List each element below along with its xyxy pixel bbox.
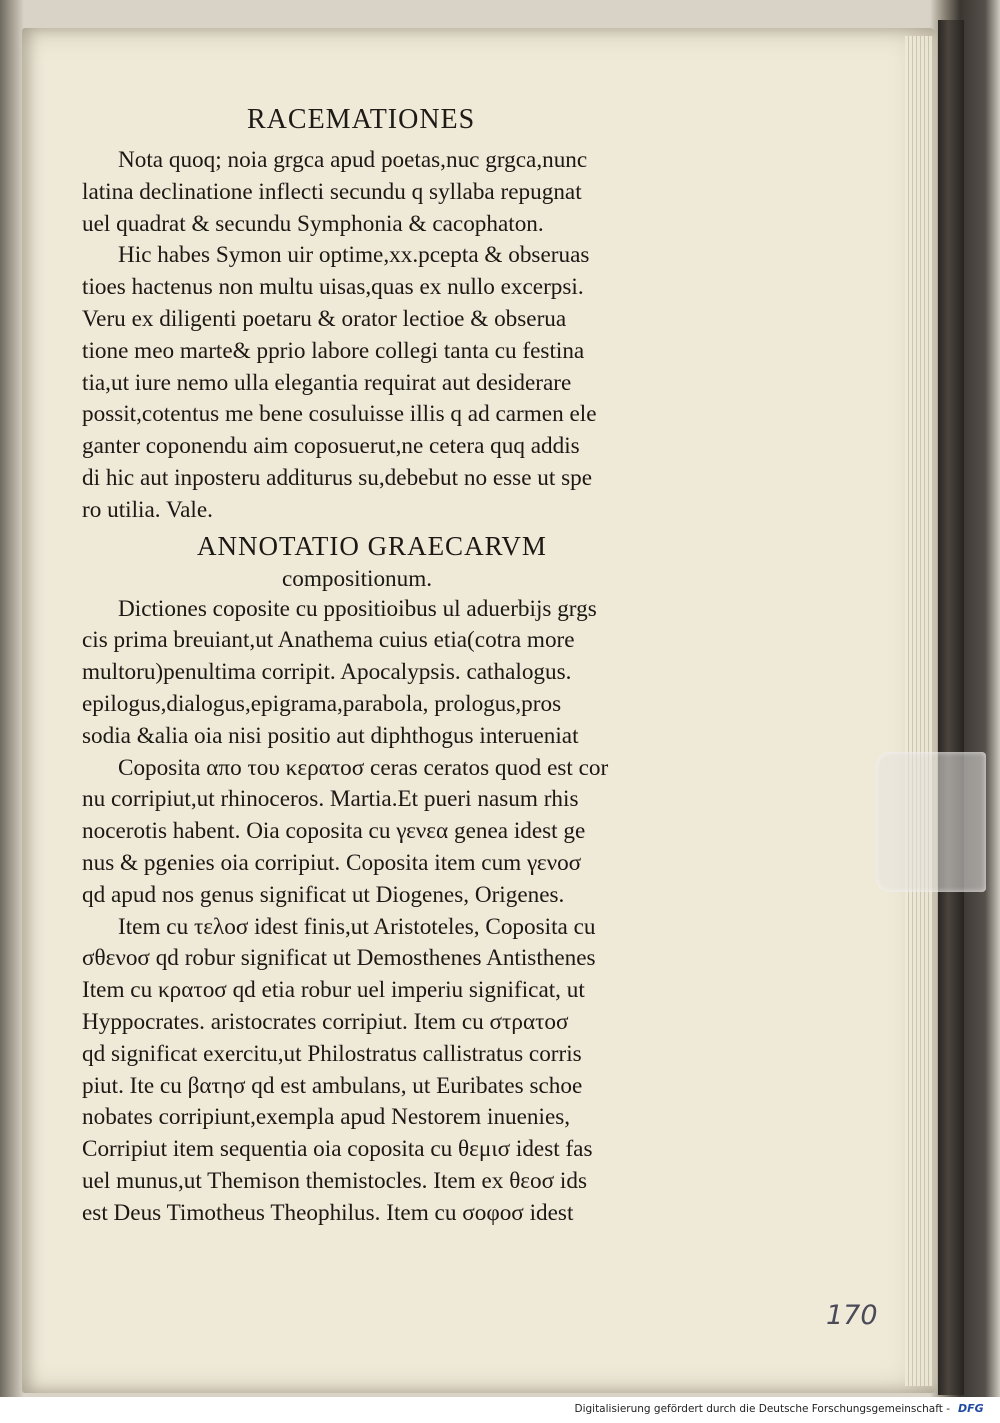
text-line: di hic aut inposteru additurus su,debebut no esse ut spe bbox=[82, 464, 593, 491]
text-line: possit,cotentus me bene cosuluisse illis q ad carmen ele bbox=[82, 401, 597, 428]
text-line: ganter coponendu aim coposuerut,ne cetera quq addis bbox=[82, 433, 580, 460]
text-line: latina declinatione inflecti secundu q syllaba repugnat bbox=[82, 178, 582, 205]
text-line: nus & pgenies oia corripiut. Coposita item cum γενοσ bbox=[82, 849, 582, 876]
text-line: nocerotis habent. Oia coposita cu γενεα genea idest ge bbox=[82, 818, 586, 845]
text-line: Hyppocrates. aristocrates corripiut. Item cu στρατοσ bbox=[82, 1008, 569, 1035]
section-subtitle: compositionum. bbox=[282, 565, 433, 592]
running-head: RACEMATIONES bbox=[247, 104, 476, 135]
bookmark-strip bbox=[876, 752, 986, 892]
text-line: Corripiut item sequentia oia coposita cu θεμισ idest fas bbox=[82, 1136, 593, 1163]
text-line: qd significat exercitu,ut Philostratus callistratus corris bbox=[82, 1040, 582, 1067]
dfg-logo: DFG bbox=[958, 1402, 984, 1415]
text-line: uel quadrat & secundu Symphonia & cacophaton. bbox=[82, 210, 544, 237]
text-line: tione meo marte& pprio labore collegi tanta cu festina bbox=[82, 337, 585, 364]
text-line: Item cu τελοσ idest finis,ut Aristoteles, Coposita cu bbox=[118, 913, 596, 940]
text-line: ro utilia. Vale. bbox=[82, 496, 213, 523]
book-binding bbox=[938, 20, 964, 1395]
text-line: Nota quoq; noia grgca apud poetas,nuc grgca,nunc bbox=[118, 147, 588, 173]
text-line: Item cu κρατοσ qd etia robur uel imperiu significat, ut bbox=[82, 977, 585, 1004]
text-line: sodia &alia oia nisi positio aut diphthogus interueniat bbox=[82, 722, 579, 749]
text-line: nobates corripiunt,exempla apud Nestorem inuenies, bbox=[82, 1104, 571, 1131]
section-title: ANNOTATIO GRAECARVM bbox=[197, 530, 547, 561]
text-line: piut. Ite cu βατησ qd est ambulans, ut Euribates schoe bbox=[82, 1072, 583, 1099]
text-line: Coposita απο του κερατοσ ceras ceratos quod est cor bbox=[118, 754, 609, 781]
text-line: multoru)penultima corripit. Apocalypsis. cathalogus. bbox=[82, 659, 572, 686]
footer-credit: Digitalisierung gefördert durch die Deutsche Forschungsgemeinschaft - bbox=[574, 1403, 950, 1415]
page-edges bbox=[905, 36, 933, 1386]
text-line: Veru ex diligenti poetaru & orator lectioe & obserua bbox=[82, 305, 567, 332]
text-line: Hic habes Symon uir optime,xx.pcepta & obseruas bbox=[118, 242, 590, 269]
text-line: epilogus,dialogus,epigrama,parabola, prologus,pros bbox=[82, 690, 562, 717]
paragraph-block-2 bbox=[82, 594, 722, 1230]
folio-number: 170 bbox=[826, 1300, 878, 1331]
text-line: cis prima breuiant,ut Anathema cuius etia(cotra more bbox=[82, 627, 575, 654]
text-line: qd apud nos genus significat ut Diogenes, Origenes. bbox=[82, 881, 565, 908]
text-line: tia,ut iure nemo ulla elegantia requirat aut desiderare bbox=[82, 369, 572, 396]
text-line: nu corripiut,ut rhinoceros. Martia.Et pueri nasum rhis bbox=[82, 786, 579, 813]
text-line: est Deus Timotheus Theophilus. Item cu σοφοσ idest bbox=[82, 1199, 574, 1226]
main-text bbox=[82, 145, 722, 1230]
text-line: tioes hactenus non multu uisas,quas ex nullo excerpsi. bbox=[82, 274, 584, 301]
footer-bar bbox=[0, 1397, 1000, 1423]
text-line: uel munus,ut Themison themistocles. Item ex θεοσ ids bbox=[82, 1167, 587, 1194]
paragraph-block-1 bbox=[82, 145, 722, 527]
text-line: σθενοσ qd robur significat ut Demosthenes Antisthenes bbox=[82, 945, 596, 972]
text-line: Dictiones coposite cu ppositioibus ul aduerbijs grgs bbox=[118, 595, 597, 622]
